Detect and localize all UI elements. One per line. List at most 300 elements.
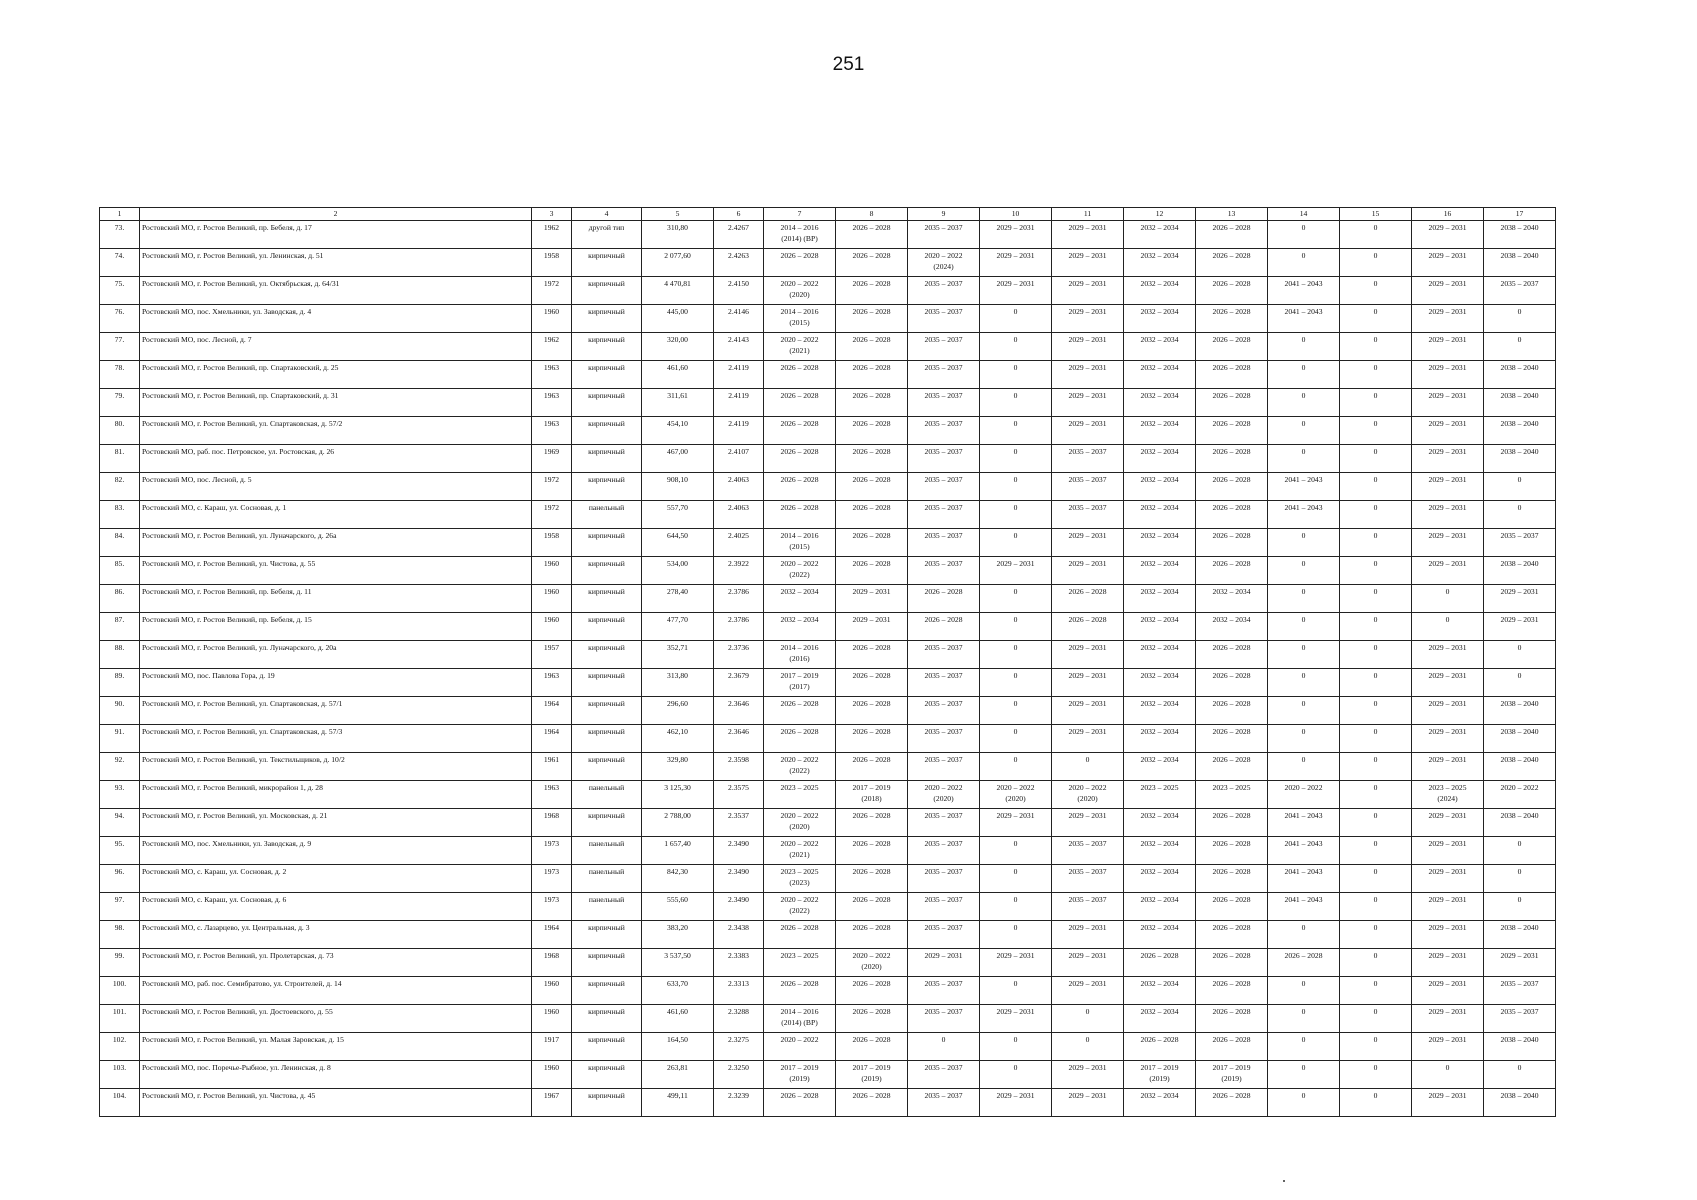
table-cell: 2029 – 2031	[1052, 697, 1124, 725]
table-cell: 2020 – 2022	[1268, 781, 1340, 809]
table-cell: 2041 – 2043	[1268, 865, 1340, 893]
table-cell: 0	[1340, 725, 1412, 753]
table-cell: 313,80	[642, 669, 714, 697]
table-cell: 2014 – 2016 (2015)	[764, 305, 836, 333]
table-cell: кирпичный	[572, 249, 642, 277]
table-cell: 0	[1268, 529, 1340, 557]
row-number-cell: 74.	[100, 249, 140, 277]
table-cell: 0	[980, 361, 1052, 389]
table-cell: 0	[1340, 1061, 1412, 1089]
table-cell: 2.4063	[714, 473, 764, 501]
table-cell: кирпичный	[572, 389, 642, 417]
table-cell: 2038 – 2040	[1484, 221, 1556, 249]
table-cell: 2026 – 2028	[764, 389, 836, 417]
table-cell: 2026 – 2028	[1196, 221, 1268, 249]
table-cell: 461,60	[642, 361, 714, 389]
table-cell: 2029 – 2031	[1052, 949, 1124, 977]
table-cell: 2.3239	[714, 1089, 764, 1117]
row-number-cell: 91.	[100, 725, 140, 753]
table-cell: 2023 – 2025	[1196, 781, 1268, 809]
table-cell: кирпичный	[572, 333, 642, 361]
table-cell: кирпичный	[572, 473, 642, 501]
table-cell: 2032 – 2034	[1124, 501, 1196, 529]
table-cell: 0	[1340, 641, 1412, 669]
table-cell: 2032 – 2034	[1124, 977, 1196, 1005]
table-cell: 2029 – 2031	[1052, 249, 1124, 277]
table-cell: кирпичный	[572, 557, 642, 585]
row-number-cell: 77.	[100, 333, 140, 361]
row-number-cell: 75.	[100, 277, 140, 305]
table-cell: 2.4263	[714, 249, 764, 277]
table-cell: 2020 – 2022	[764, 1033, 836, 1061]
row-number-cell: 73.	[100, 221, 140, 249]
table-cell: кирпичный	[572, 1089, 642, 1117]
table-cell: 2026 – 2028	[1196, 697, 1268, 725]
address-cell: Ростовский МО, пос. Хмельники, ул. Заводская, д. 4	[140, 305, 532, 333]
address-cell: Ростовский МО, с. Караш, ул. Сосновая, д. 6	[140, 893, 532, 921]
table-cell: 0	[1340, 277, 1412, 305]
table-cell: 2026 – 2028	[836, 249, 908, 277]
table-cell: 2026 – 2028	[1196, 725, 1268, 753]
table-cell: 0	[1340, 529, 1412, 557]
table-cell: 1 657,40	[642, 837, 714, 865]
table-cell: 2029 – 2031	[980, 557, 1052, 585]
table-cell: 1969	[532, 445, 572, 473]
table-cell: 0	[1340, 249, 1412, 277]
table-cell: 0	[1340, 949, 1412, 977]
table-cell: 2026 – 2028	[836, 473, 908, 501]
table-cell: 0	[1340, 361, 1412, 389]
table-cell: 2038 – 2040	[1484, 557, 1556, 585]
table-cell: 0	[1340, 417, 1412, 445]
table-cell: 320,00	[642, 333, 714, 361]
row-number-cell: 101.	[100, 1005, 140, 1033]
table-cell: 2026 – 2028	[1196, 949, 1268, 977]
table-cell: 0	[1340, 781, 1412, 809]
table-cell: 2026 – 2028	[836, 389, 908, 417]
row-number-cell: 100.	[100, 977, 140, 1005]
table-row	[100, 949, 1556, 977]
row-number-cell: 86.	[100, 585, 140, 613]
table-cell: 2026 – 2028	[1196, 501, 1268, 529]
table-cell: 0	[1340, 809, 1412, 837]
row-number-cell: 96.	[100, 865, 140, 893]
table-cell: 3 125,30	[642, 781, 714, 809]
table-cell: 2029 – 2031	[1052, 529, 1124, 557]
table-cell: 0	[1484, 837, 1556, 865]
column-header: 16	[1412, 208, 1484, 221]
table-cell: 2032 – 2034	[764, 585, 836, 613]
table-cell: 2026 – 2028	[1052, 613, 1124, 641]
table-cell: 2.3598	[714, 753, 764, 781]
table-cell: 2029 – 2031	[980, 1005, 1052, 1033]
table-cell: 2020 – 2022 (2020)	[1052, 781, 1124, 809]
table-cell: 2032 – 2034	[1124, 389, 1196, 417]
table-cell: 2029 – 2031	[1484, 585, 1556, 613]
table-cell: панельный	[572, 501, 642, 529]
table-cell: 2035 – 2037	[1052, 893, 1124, 921]
table-cell: 0	[1340, 445, 1412, 473]
table-cell: 2035 – 2037	[908, 305, 980, 333]
table-cell: 2029 – 2031	[1052, 361, 1124, 389]
table-cell: 4 470,81	[642, 277, 714, 305]
table-cell: 0	[980, 753, 1052, 781]
page-number: 251	[832, 54, 865, 75]
table-cell: 0	[1340, 921, 1412, 949]
table-cell: 2026 – 2028	[836, 277, 908, 305]
table-cell: 2029 – 2031	[980, 277, 1052, 305]
table-cell: 2026 – 2028	[836, 725, 908, 753]
table-cell: кирпичный	[572, 445, 642, 473]
table-cell: 1960	[532, 1005, 572, 1033]
table-cell: 2026 – 2028	[836, 361, 908, 389]
table-cell: 0	[980, 837, 1052, 865]
table-cell: 1963	[532, 389, 572, 417]
table-cell: 2029 – 2031	[980, 221, 1052, 249]
table-cell: 499,11	[642, 1089, 714, 1117]
address-cell: Ростовский МО, г. Ростов Великий, ул. Спартаковская, д. 57/3	[140, 725, 532, 753]
table-cell: 1967	[532, 1089, 572, 1117]
table-cell: 0	[1484, 333, 1556, 361]
table-cell: 467,00	[642, 445, 714, 473]
table-cell: 0	[980, 417, 1052, 445]
table-cell: 0	[1340, 585, 1412, 613]
table-cell: 2026 – 2028	[764, 249, 836, 277]
table-cell: 2029 – 2031	[1412, 1005, 1484, 1033]
column-header: 7	[764, 208, 836, 221]
table-cell: 0	[1484, 1061, 1556, 1089]
table-row	[100, 809, 1556, 837]
row-number-cell: 80.	[100, 417, 140, 445]
table-cell: 0	[1268, 1089, 1340, 1117]
table-cell: 0	[1340, 837, 1412, 865]
address-cell: Ростовский МО, г. Ростов Великий, ул. Луначарского, д. 20а	[140, 641, 532, 669]
table-cell: 2020 – 2022 (2021)	[764, 333, 836, 361]
table-cell: 2017 – 2019 (2018)	[836, 781, 908, 809]
table-cell: 2029 – 2031	[1412, 725, 1484, 753]
table-cell: 2026 – 2028	[1052, 585, 1124, 613]
table-cell: 2032 – 2034	[1124, 669, 1196, 697]
table-cell: 2026 – 2028	[836, 1033, 908, 1061]
table-cell: 2023 – 2025	[1124, 781, 1196, 809]
table-cell: 2035 – 2037	[908, 473, 980, 501]
column-header: 3	[532, 208, 572, 221]
table-cell: 1973	[532, 865, 572, 893]
table-cell: 2029 – 2031	[980, 809, 1052, 837]
table-cell: 2029 – 2031	[836, 585, 908, 613]
table-cell: 2041 – 2043	[1268, 809, 1340, 837]
table-cell: 2029 – 2031	[1412, 277, 1484, 305]
table-row	[100, 305, 1556, 333]
table-cell: 2026 – 2028	[836, 809, 908, 837]
table-cell: 2026 – 2028	[836, 305, 908, 333]
table-cell: 2029 – 2031	[1412, 977, 1484, 1005]
table-cell: 2032 – 2034	[1124, 865, 1196, 893]
table-cell: 0	[1412, 613, 1484, 641]
table-cell: кирпичный	[572, 417, 642, 445]
table-cell: 2038 – 2040	[1484, 753, 1556, 781]
column-header: 1	[100, 208, 140, 221]
table-cell: 0	[908, 1033, 980, 1061]
table-cell: 0	[1340, 389, 1412, 417]
table-cell: 1964	[532, 921, 572, 949]
table-cell: 0	[1268, 921, 1340, 949]
table-cell: 2017 – 2019 (2017)	[764, 669, 836, 697]
table-cell: 2029 – 2031	[1052, 333, 1124, 361]
table-cell: 0	[980, 697, 1052, 725]
table-cell: 2026 – 2028	[1196, 305, 1268, 333]
table-cell: 2020 – 2022 (2020)	[764, 809, 836, 837]
table-cell: 0	[1268, 641, 1340, 669]
table-cell: 0	[1340, 221, 1412, 249]
table-cell: 2026 – 2028	[1196, 277, 1268, 305]
table-cell: 2.3786	[714, 585, 764, 613]
table-cell: 2026 – 2028	[1196, 249, 1268, 277]
table-cell: кирпичный	[572, 585, 642, 613]
table-cell: 2026 – 2028	[1196, 361, 1268, 389]
table-cell: 0	[1412, 1061, 1484, 1089]
table-cell: 2.3537	[714, 809, 764, 837]
table-cell: 0	[1268, 669, 1340, 697]
table-cell: 2026 – 2028	[836, 893, 908, 921]
table-cell: 2026 – 2028	[836, 697, 908, 725]
address-cell: Ростовский МО, пос. Поречье-Рыбное, ул. Ленинская, д. 8	[140, 1061, 532, 1089]
table-cell: 0	[1340, 697, 1412, 725]
column-header: 4	[572, 208, 642, 221]
table-row	[100, 445, 1556, 473]
table-cell: 383,20	[642, 921, 714, 949]
table-cell: 2029 – 2031	[1052, 921, 1124, 949]
table-row	[100, 1089, 1556, 1117]
table-cell: 2032 – 2034	[1124, 837, 1196, 865]
table-cell: 0	[1268, 1005, 1340, 1033]
table-cell: 310,80	[642, 221, 714, 249]
table-cell: 2032 – 2034	[1124, 753, 1196, 781]
table-cell: 2.3490	[714, 865, 764, 893]
table-cell: 2026 – 2028	[764, 361, 836, 389]
table-cell: 2017 – 2019 (2019)	[1124, 1061, 1196, 1089]
table-cell: 2.3490	[714, 893, 764, 921]
table-cell: 2029 – 2031	[1412, 501, 1484, 529]
table-cell: 2035 – 2037	[908, 361, 980, 389]
row-number-cell: 98.	[100, 921, 140, 949]
column-number-row	[100, 208, 1556, 221]
table-cell: 2.3679	[714, 669, 764, 697]
table-cell: 2029 – 2031	[1412, 865, 1484, 893]
column-header: 14	[1268, 208, 1340, 221]
table-cell: 2029 – 2031	[1412, 837, 1484, 865]
table-cell: 2038 – 2040	[1484, 1089, 1556, 1117]
table-cell: 2026 – 2028	[836, 865, 908, 893]
table-cell: 2029 – 2031	[1412, 389, 1484, 417]
table-cell: 2026 – 2028	[1196, 753, 1268, 781]
table-cell: кирпичный	[572, 669, 642, 697]
table-cell: 2041 – 2043	[1268, 277, 1340, 305]
table-cell: 2029 – 2031	[1412, 1089, 1484, 1117]
table-cell: 2029 – 2031	[980, 949, 1052, 977]
table-cell: кирпичный	[572, 977, 642, 1005]
table-cell: кирпичный	[572, 753, 642, 781]
table-cell: 2035 – 2037	[908, 977, 980, 1005]
address-cell: Ростовский МО, г. Ростов Великий, ул. Чистова, д. 45	[140, 1089, 532, 1117]
table-cell: 2.4150	[714, 277, 764, 305]
table-cell: 2026 – 2028	[836, 669, 908, 697]
table-cell: 2.3736	[714, 641, 764, 669]
table-cell: 1960	[532, 1061, 572, 1089]
table-cell: 2029 – 2031	[1412, 529, 1484, 557]
table-cell: 2032 – 2034	[1124, 613, 1196, 641]
table-cell: 0	[1340, 893, 1412, 921]
table-cell: 0	[1484, 669, 1556, 697]
table-cell: 2026 – 2028	[836, 977, 908, 1005]
table-cell: 0	[980, 669, 1052, 697]
table-cell: 0	[980, 501, 1052, 529]
table-cell: 2026 – 2028	[1124, 949, 1196, 977]
table-cell: 2014 – 2016 (2016)	[764, 641, 836, 669]
table-cell: 2032 – 2034	[1124, 221, 1196, 249]
table-cell: 0	[1484, 473, 1556, 501]
table-cell: 1962	[532, 333, 572, 361]
table-cell: 0	[980, 529, 1052, 557]
table-row	[100, 921, 1556, 949]
table-cell: 2035 – 2037	[1052, 445, 1124, 473]
table-cell: 1963	[532, 781, 572, 809]
table-cell: 0	[980, 1033, 1052, 1061]
table-cell: 555,60	[642, 893, 714, 921]
table-cell: 2.3490	[714, 837, 764, 865]
table-cell: 1964	[532, 697, 572, 725]
table-cell: 2035 – 2037	[908, 445, 980, 473]
table-cell: кирпичный	[572, 809, 642, 837]
table-cell: 0	[1484, 501, 1556, 529]
table-cell: 2020 – 2022 (2022)	[764, 753, 836, 781]
table-cell: кирпичный	[572, 641, 642, 669]
table-cell: 2029 – 2031	[908, 949, 980, 977]
table-cell: 2029 – 2031	[980, 1089, 1052, 1117]
table-cell: 2035 – 2037	[908, 389, 980, 417]
table-cell: 2038 – 2040	[1484, 361, 1556, 389]
table-cell: 2029 – 2031	[1412, 697, 1484, 725]
table-cell: 2038 – 2040	[1484, 389, 1556, 417]
table-cell: 2035 – 2037	[908, 529, 980, 557]
column-header: 15	[1340, 208, 1412, 221]
table-cell: 0	[980, 641, 1052, 669]
table-row	[100, 333, 1556, 361]
table-cell: 2035 – 2037	[908, 1061, 980, 1089]
table-cell: 2029 – 2031	[1412, 557, 1484, 585]
table-cell: 2032 – 2034	[1196, 613, 1268, 641]
table-cell: 1973	[532, 893, 572, 921]
table-cell: 2041 – 2043	[1268, 893, 1340, 921]
table-cell: 2026 – 2028	[836, 417, 908, 445]
table-row	[100, 249, 1556, 277]
table-cell: 2032 – 2034	[1196, 585, 1268, 613]
table-row	[100, 1005, 1556, 1033]
table-cell: 2023 – 2025 (2024)	[1412, 781, 1484, 809]
table-cell: 2026 – 2028	[764, 445, 836, 473]
table-cell: 462,10	[642, 725, 714, 753]
table-row	[100, 641, 1556, 669]
table-row	[100, 753, 1556, 781]
table-row	[100, 277, 1556, 305]
table-cell: 2023 – 2025	[764, 949, 836, 977]
address-cell: Ростовский МО, пос. Лесной, д. 5	[140, 473, 532, 501]
table-cell: 0	[1268, 585, 1340, 613]
table-cell: 2014 – 2016 (2015)	[764, 529, 836, 557]
table-cell: 2029 – 2031	[1412, 641, 1484, 669]
table-cell: 2.3438	[714, 921, 764, 949]
table-cell: 2035 – 2037	[908, 417, 980, 445]
table-row	[100, 557, 1556, 585]
table-cell: 2032 – 2034	[1124, 473, 1196, 501]
address-cell: Ростовский МО, г. Ростов Великий, микрорайон 1, д. 28	[140, 781, 532, 809]
table-cell: кирпичный	[572, 361, 642, 389]
table-cell: 2032 – 2034	[1124, 585, 1196, 613]
row-number-cell: 102.	[100, 1033, 140, 1061]
address-cell: Ростовский МО, раб. пос. Семибратово, ул. Строителей, д. 14	[140, 977, 532, 1005]
table-cell: 2014 – 2016 (2014) (ВР)	[764, 1005, 836, 1033]
table-cell: 2029 – 2031	[1484, 613, 1556, 641]
address-cell: Ростовский МО, г. Ростов Великий, пр. Спартаковский, д. 25	[140, 361, 532, 389]
table-cell: 0	[1052, 1033, 1124, 1061]
table-cell: 2035 – 2037	[908, 1089, 980, 1117]
table-row	[100, 361, 1556, 389]
table-cell: 477,70	[642, 613, 714, 641]
stray-mark	[1283, 1180, 1285, 1182]
table-cell: 2026 – 2028	[836, 921, 908, 949]
table-cell: 2035 – 2037	[1052, 865, 1124, 893]
address-cell: Ростовский МО, г. Ростов Великий, ул. Спартаковская, д. 57/2	[140, 417, 532, 445]
table-cell: 2029 – 2031	[1052, 1061, 1124, 1089]
table-cell: 2.4146	[714, 305, 764, 333]
address-cell: Ростовский МО, пос. Павлова Гора, д. 19	[140, 669, 532, 697]
table-row	[100, 669, 1556, 697]
table-cell: другой тип	[572, 221, 642, 249]
table-cell: 0	[1340, 613, 1412, 641]
table-cell: 2026 – 2028	[836, 641, 908, 669]
table-cell: 2038 – 2040	[1484, 921, 1556, 949]
table-cell: 2029 – 2031	[1412, 1033, 1484, 1061]
row-number-cell: 104.	[100, 1089, 140, 1117]
table-cell: 2026 – 2028	[1268, 949, 1340, 977]
address-cell: Ростовский МО, г. Ростов Великий, ул. Текстильщиков, д. 10/2	[140, 753, 532, 781]
table-cell: 1973	[532, 837, 572, 865]
table-cell: 2026 – 2028	[764, 921, 836, 949]
table-cell: 2026 – 2028	[836, 557, 908, 585]
table-cell: 2020 – 2022 (2020)	[836, 949, 908, 977]
row-number-cell: 103.	[100, 1061, 140, 1089]
address-cell: Ростовский МО, г. Ростов Великий, ул. Спартаковская, д. 57/1	[140, 697, 532, 725]
table-cell: панельный	[572, 781, 642, 809]
address-cell: Ростовский МО, г. Ростов Великий, пр. Спартаковский, д. 31	[140, 389, 532, 417]
table-cell: 2.4063	[714, 501, 764, 529]
table-cell: 2029 – 2031	[1412, 221, 1484, 249]
table-cell: 2026 – 2028	[1196, 893, 1268, 921]
table-cell: 311,61	[642, 389, 714, 417]
table-cell: 2029 – 2031	[1412, 753, 1484, 781]
table-cell: 2035 – 2037	[908, 669, 980, 697]
table-cell: 2026 – 2028	[1124, 1033, 1196, 1061]
table-cell: 2026 – 2028	[836, 529, 908, 557]
table-cell: 2035 – 2037	[1052, 837, 1124, 865]
table-cell: 2.3646	[714, 697, 764, 725]
table-cell: 0	[1268, 417, 1340, 445]
table-cell: 2035 – 2037	[1484, 977, 1556, 1005]
table-cell: 2026 – 2028	[1196, 865, 1268, 893]
table-cell: 2026 – 2028	[764, 473, 836, 501]
table-row	[100, 725, 1556, 753]
table-cell: 2020 – 2022 (2020)	[980, 781, 1052, 809]
